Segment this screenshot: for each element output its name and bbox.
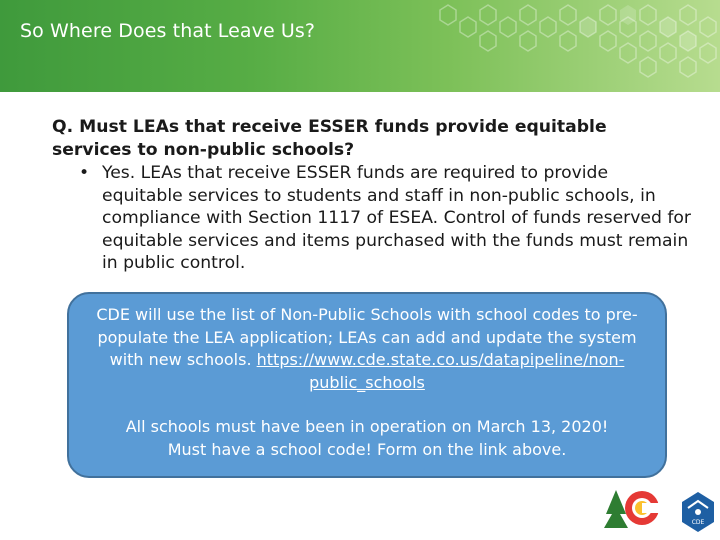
- bullet-icon: •: [79, 163, 90, 183]
- slide-title: So Where Does that Leave Us?: [20, 20, 316, 42]
- callout-box: [67, 292, 667, 478]
- slide-header: [0, 0, 720, 92]
- callout-note-1: All schools must have been in operation on March 13, 2020!: [125, 417, 609, 436]
- slide-body: [52, 116, 692, 275]
- colorado-logo-icon: [604, 490, 662, 528]
- non-public-schools-link[interactable]: https://www.cde.state.co.us/datapipeline/non-public_schools: [256, 350, 625, 392]
- answer-text: Yes. LEAs that receive ESSER funds are required to provide equitable services to students and staff in non-public schools, in compliance with Section 1117 of ESEA. Control of funds reserved for equitable services and items purchased with the funds must remain in public control.: [102, 163, 691, 273]
- answer-bullet: [52, 162, 692, 275]
- question-text: Q. Must LEAs that receive ESSER funds provide equitable services to non-public schools?: [52, 117, 607, 160]
- callout-text-1: CDE will use the list of Non-Public Schools with school codes to pre-populate the LEA application; LEAs can add and update the system with new schools.: [96, 305, 638, 369]
- hexagon-pattern: [420, 0, 720, 92]
- callout-note-2: Must have a school code! Form on the link above.: [167, 439, 567, 459]
- cde-logo-text: CDE: [691, 519, 705, 526]
- footer-logos: [604, 478, 720, 540]
- cde-logo-icon: [682, 492, 714, 532]
- callout-paragraph: [85, 304, 649, 394]
